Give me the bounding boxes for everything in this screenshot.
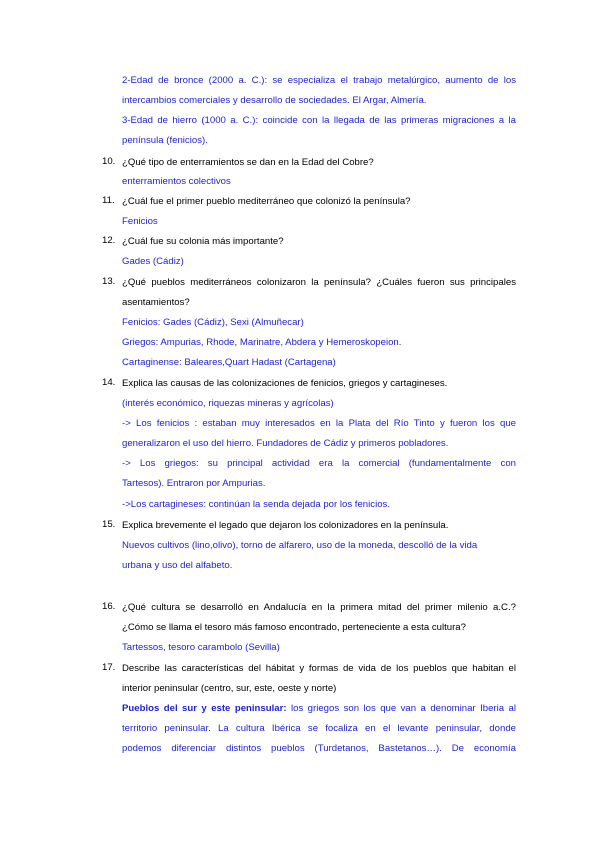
answer-text-rest: los griegos son los que van a denominar Iberia al xyxy=(290,703,516,714)
answer-text xyxy=(122,702,516,715)
question-text: ¿Cuál fue su colonia más importante? xyxy=(122,236,284,247)
question-text: ¿Cómo se llama el tesoro más famoso encontrado, perteneciente a esta cultura? xyxy=(122,622,466,633)
answer-text: urbana y uso del alfabeto. xyxy=(122,560,233,571)
question-number: 17. xyxy=(102,662,116,673)
question-number: 14. xyxy=(102,377,116,388)
answer-text: Tartessos, tesoro carambolo (Sevilla) xyxy=(122,642,280,653)
answer-text: Nuevos cultivos (lino,olivo), torno de alfarero, uso de la moneda, descolló de la vida xyxy=(122,540,478,551)
answer-text: Fenicios xyxy=(122,216,158,227)
question-text: ¿Qué pueblos mediterráneos colonizaron la península? ¿Cuáles fueron sus principales xyxy=(122,277,516,288)
question-number: 16. xyxy=(102,601,116,612)
answer-text: generalizaron el uso del hierro. Fundadores de Cádiz y primeros pobladores. xyxy=(122,438,449,449)
question-number: 13. xyxy=(102,276,116,287)
answer-text: -> Los fenicios : estaban muy interesados en la Plata del Río Tinto y fueron los que xyxy=(122,418,516,429)
answer-text: (interés económico, riquezas mineras y agrícolas) xyxy=(122,398,334,409)
answer-text: 2-Edad de bronce (2000 a. C.): se especializa el trabajo metalúrgico, aumento de los xyxy=(122,75,516,86)
answer-text: Gades (Cádiz) xyxy=(122,256,184,267)
question-text: asentamientos? xyxy=(122,297,190,308)
question-text: Describe las características del hábitat y formas de vida de los pueblos que habitan el xyxy=(122,663,516,674)
answer-text: península (fenicios). xyxy=(122,135,208,146)
question-number: 12. xyxy=(102,235,116,246)
question-text: Explica brevemente el legado que dejaron los colonizadores en la península. xyxy=(122,520,449,531)
answer-text: Fenicios: Gades (Cádiz), Sexi (Almuñecar) xyxy=(122,317,304,328)
question-text: ¿Cuál fue el primer pueblo mediterráneo que colonizó la península? xyxy=(122,196,411,207)
answer-text: podemos diferenciar distintos pueblos (Turdetanos, Bastetanos…). De economía xyxy=(122,743,516,754)
question-number: 11. xyxy=(102,195,115,206)
answer-text: intercambios comerciales y desarrollo de sociedades. El Argar, Almería. xyxy=(122,95,427,106)
answer-text: Cartaginense: Baleares,Quart Hadast (Cartagena) xyxy=(122,357,336,368)
question-number: 10. xyxy=(102,156,116,167)
question-text: ¿Qué tipo de enterramientos se dan en la Edad del Cobre? xyxy=(122,157,374,168)
answer-text: 3-Edad de hierro (1000 a. C.): coincide con la llegada de las primeras migraciones a la xyxy=(122,115,516,126)
question-text: ¿Qué cultura se desarrolló en Andalucía en la primera mitad del primer milenio a.C.? xyxy=(122,602,516,613)
answer-text: Tartesos). Entraron por Ampurias. xyxy=(122,478,266,489)
answer-text: Griegos: Ampurias, Rhode, Marinatre, Abdera y Hemeroskopeion. xyxy=(122,337,402,348)
answer-text: enterramientos colectivos xyxy=(122,176,231,187)
answer-text: -> Los griegos: su principal actividad era la comercial (fundamentalmente con xyxy=(122,458,516,469)
answer-text: territorio peninsular. La cultura Ibérica se focaliza en el levante peninsular, donde xyxy=(122,723,516,734)
answer-text: ->Los cartagineses: continúan la senda dejada por los fenicios. xyxy=(122,499,390,510)
answer-bold-lead: Pueblos del sur y este peninsular: xyxy=(122,703,287,714)
question-number: 15. xyxy=(102,519,116,530)
question-text: interior peninsular (centro, sur, este, oeste y norte) xyxy=(122,683,337,694)
question-text: Explica las causas de las colonizaciones de fenicios, griegos y cartagineses. xyxy=(122,378,448,389)
